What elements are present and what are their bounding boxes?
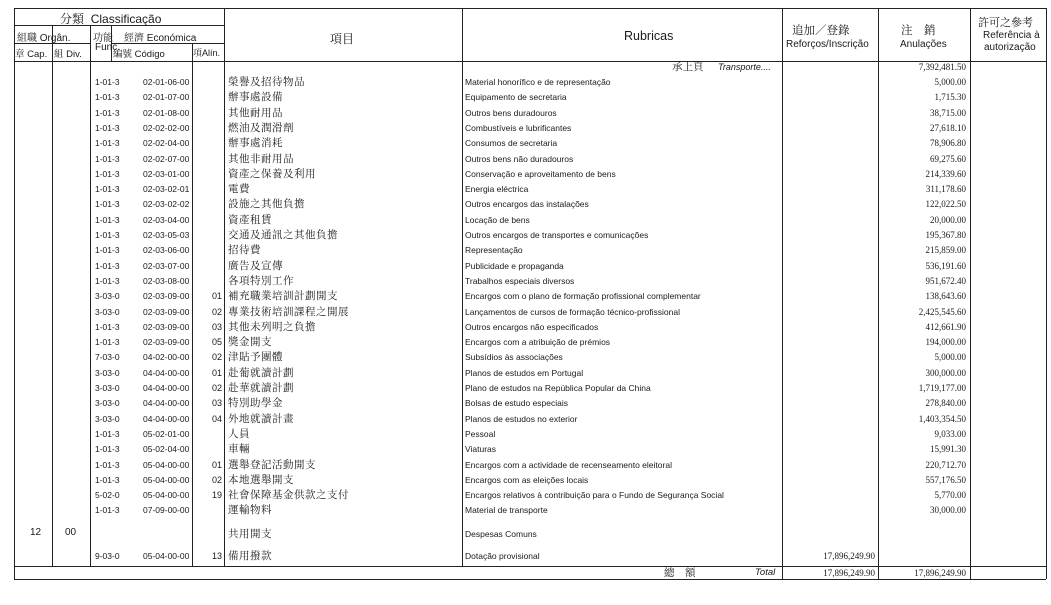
- row-item-zh: 招待費: [228, 244, 261, 256]
- div-header: [54, 46, 82, 60]
- row-func: 1-01-3: [95, 429, 120, 439]
- row-code: 07-09-00-00: [143, 505, 190, 515]
- row-rubrica-pt: Locação de bens: [465, 215, 530, 225]
- row-func: 7-03-0: [95, 352, 120, 362]
- row-func: 1-01-3: [95, 322, 120, 332]
- row-func: 1-01-3: [95, 475, 120, 485]
- row-rubrica-pt: Pessoal: [465, 429, 496, 439]
- row-anulacao: 69,275.60: [930, 154, 966, 164]
- row-rubrica-pt: Representação: [465, 245, 523, 255]
- row-anulacao: 278,840.00: [925, 398, 966, 408]
- provision-func: 9-03-0: [95, 551, 120, 561]
- anulacoes-pt-header: Anulações: [900, 39, 947, 50]
- codigo-header: [113, 46, 165, 60]
- row-rubrica-pt: Plano de estudos na República Popular da China: [465, 383, 651, 393]
- economica-zh: 經濟: [124, 33, 144, 44]
- row-code: 02-03-05-03: [143, 230, 190, 240]
- referencia-pt-header-2: autorização: [984, 42, 1036, 53]
- item-zh-header: 項目: [330, 32, 355, 46]
- row-alin: 03: [211, 322, 222, 332]
- row-code: 05-04-00-00: [143, 460, 190, 470]
- cap-zh: 章: [15, 49, 25, 60]
- row-rubrica-pt: Encargos com a atribuição de prémios: [465, 337, 611, 347]
- row-func: 1-01-3: [95, 444, 120, 454]
- row-func: 1-01-3: [95, 505, 120, 515]
- row-item-zh: 設施之其他負擔: [228, 198, 305, 210]
- row-rubrica-pt: Encargos relativos à contribuição para o Fundo de Segurança Social: [465, 490, 724, 500]
- codigo-zh: 編號: [113, 49, 133, 60]
- row-code: 02-03-09-00: [143, 291, 190, 301]
- row-rubrica-pt: Planos de estudos no exterior: [465, 414, 578, 424]
- provision-pt: Dotação provisional: [465, 551, 540, 561]
- row-item-zh: 電費: [228, 183, 250, 195]
- alin-pt: Alín.: [202, 48, 221, 58]
- row-rubrica-pt: Planos de estudos em Portugal: [465, 368, 584, 378]
- organ-pt: Orgân.: [39, 33, 71, 44]
- row-item-zh: 車輛: [228, 443, 250, 455]
- row-code: 05-02-01-00: [143, 429, 190, 439]
- row-code: 04-04-00-00: [143, 383, 190, 393]
- row-anulacao: 122,022.50: [925, 199, 966, 209]
- row-item-zh: 資產租賃: [228, 214, 272, 226]
- row-rubrica-pt: Material honorífico e de representação: [465, 77, 611, 87]
- row-code: 02-01-06-00: [143, 77, 190, 87]
- row-item-zh: 專業技術培訓課程之開展: [228, 306, 349, 318]
- row-func: 1-01-3: [95, 460, 120, 470]
- row-rubrica-pt: Encargos com a actividade de recenseamento eleitoral: [465, 460, 672, 470]
- row-item-zh: 運輸物料: [228, 504, 272, 516]
- row-code: 04-04-00-00: [143, 414, 190, 424]
- row-anulacao: 2,425,545.60: [918, 307, 966, 317]
- row-item-zh: 其他非耐用品: [228, 153, 294, 165]
- row-code: 02-03-04-00: [143, 215, 190, 225]
- row-anulacao: 557,176.50: [925, 475, 966, 485]
- anulacoes-zh-header: 注 銷: [901, 23, 936, 37]
- row-code: 02-03-02-01: [143, 184, 190, 194]
- row-rubrica-pt: Combustíveis e lubrificantes: [465, 123, 572, 133]
- row-func: 1-01-3: [95, 276, 120, 286]
- row-alin: 02: [211, 352, 222, 362]
- row-func: 1-01-3: [95, 169, 120, 179]
- classificacao-header: [60, 10, 161, 27]
- row-func: 1-01-3: [95, 77, 120, 87]
- row-anulacao: 30,000.00: [930, 505, 966, 515]
- row-anulacao: 412,661.90: [925, 322, 966, 332]
- row-rubrica-pt: Encargos com as eleições locais: [465, 475, 589, 485]
- row-anulacao: 5,770.00: [934, 490, 966, 500]
- row-rubrica-pt: Encargos com o plano de formação profissional complementar: [465, 291, 701, 301]
- row-rubrica-pt: Outros encargos de transportes e comunicações: [465, 230, 649, 240]
- economica-header: [124, 29, 196, 44]
- row-code: 02-03-01-00: [143, 169, 190, 179]
- row-rubrica-pt: Material de transporte: [465, 505, 548, 515]
- row-code: 05-04-00-00: [143, 490, 190, 500]
- div-pt: Div.: [66, 49, 82, 60]
- row-func: 1-01-3: [95, 108, 120, 118]
- row-alin: 02: [211, 383, 222, 393]
- transport-label-zh: 承上頁: [672, 61, 704, 73]
- cap-header: [15, 46, 47, 60]
- row-code: 02-02-02-00: [143, 123, 190, 133]
- row-code: 02-02-04-00: [143, 138, 190, 148]
- alin-zh: 項: [193, 49, 203, 59]
- row-anulacao: 15,991.30: [930, 444, 966, 454]
- row-func: 1-01-3: [95, 138, 120, 148]
- provision-code: 05-04-00-00: [143, 551, 190, 561]
- row-item-zh: 辦事處設備: [228, 91, 283, 103]
- row-item-zh: 人員: [228, 428, 250, 440]
- row-rubrica-pt: Conservação e aproveitamento de bens: [465, 169, 616, 179]
- section-zh: 共用開支: [228, 528, 272, 540]
- classificacao-pt: Classificação: [90, 12, 162, 26]
- row-item-zh: 外地就讀計畫: [228, 413, 294, 425]
- row-code: 02-03-06-00: [143, 245, 190, 255]
- row-code: 02-03-08-00: [143, 276, 190, 286]
- transport-label-pt: Transporte....: [718, 62, 771, 72]
- row-anulacao: 1,403,354.50: [918, 414, 966, 424]
- row-anulacao: 195,367.80: [925, 230, 966, 240]
- row-anulacao: 214,339.60: [925, 169, 966, 179]
- row-anulacao: 300,000.00: [925, 368, 966, 378]
- row-code: 02-03-09-00: [143, 307, 190, 317]
- total-label-zh: 總 額: [664, 567, 696, 579]
- row-anulacao: 5,000.00: [934, 352, 966, 362]
- row-rubrica-pt: Energia eléctrica: [465, 184, 529, 194]
- row-anulacao: 27,618.10: [930, 123, 966, 133]
- row-alin: 04: [211, 414, 222, 424]
- total-label-pt: Total: [755, 567, 776, 578]
- row-rubrica-pt: Outros bens não duradouros: [465, 154, 574, 164]
- organ-zh: 組職: [17, 33, 37, 44]
- row-item-zh: 辦事處消耗: [228, 137, 283, 149]
- row-rubrica-pt: Consumos de secretaria: [465, 138, 558, 148]
- row-code: 02-03-02-02: [143, 199, 190, 209]
- row-func: 3-03-0: [95, 383, 120, 393]
- row-item-zh: 社會保障基金供款之支付: [228, 489, 349, 501]
- row-func: 1-01-3: [95, 123, 120, 133]
- row-code: 05-04-00-00: [143, 475, 190, 485]
- organ-header: [17, 29, 70, 44]
- row-alin: 05: [211, 337, 222, 347]
- codigo-pt: Código: [134, 49, 165, 60]
- row-item-zh: 各項特別工作: [228, 275, 294, 287]
- row-func: 1-01-3: [95, 337, 120, 347]
- referencia-zh-header: 許可之參考: [978, 16, 1033, 29]
- func-pt: Func.: [95, 42, 121, 53]
- row-alin: 01: [211, 291, 222, 301]
- row-anulacao: 536,191.60: [925, 261, 966, 271]
- row-item-zh: 補充職業培訓計劃開支: [228, 290, 338, 302]
- row-func: 1-01-3: [95, 184, 120, 194]
- section-cap: 12: [30, 527, 42, 538]
- row-func: 3-03-0: [95, 368, 120, 378]
- row-code: 02-03-09-00: [143, 322, 190, 332]
- row-func: 3-03-0: [95, 307, 120, 317]
- row-rubrica-pt: Trabalhos especiais diversos: [465, 276, 575, 286]
- row-func: 3-03-0: [95, 414, 120, 424]
- section-div: 00: [65, 527, 77, 538]
- row-func: 3-03-0: [95, 398, 120, 408]
- row-code: 04-04-00-00: [143, 398, 190, 408]
- row-anulacao: 5,000.00: [934, 77, 966, 87]
- row-alin: 01: [211, 368, 222, 378]
- row-anulacao: 1,715.30: [934, 92, 966, 102]
- rubricas-header: Rubricas: [624, 29, 674, 43]
- row-alin: 02: [211, 307, 222, 317]
- row-code: 04-02-00-00: [143, 352, 190, 362]
- row-item-zh: 赴華就讀計劃: [228, 382, 294, 394]
- reforcos-pt-header: Reforços/Inscrição: [786, 39, 869, 50]
- row-code: 02-02-07-00: [143, 154, 190, 164]
- row-rubrica-pt: Viaturas: [465, 444, 497, 454]
- row-item-zh: 赴葡就讀計劃: [228, 367, 294, 379]
- row-func: 1-01-3: [95, 154, 120, 164]
- section-pt: Despesas Comuns: [465, 529, 537, 539]
- row-func: 1-01-3: [95, 92, 120, 102]
- row-anulacao: 311,178.60: [925, 184, 966, 194]
- row-rubrica-pt: Outros encargos não especificados: [465, 322, 599, 332]
- row-code: 02-03-07-00: [143, 261, 190, 271]
- total-anulacao: 17,896,249.90: [914, 568, 966, 578]
- row-item-zh: 特別助學金: [228, 397, 283, 409]
- row-code: 02-01-07-00: [143, 92, 190, 102]
- row-func: 5-02-0: [95, 490, 120, 500]
- row-item-zh: 獎金開支: [228, 336, 272, 348]
- row-alin: 02: [211, 475, 222, 485]
- row-rubrica-pt: Equipamento de secretaria: [465, 92, 567, 102]
- row-code: 02-03-09-00: [143, 337, 190, 347]
- total-reforco: 17,896,249.90: [823, 568, 875, 578]
- row-func: 1-01-3: [95, 245, 120, 255]
- row-item-zh: 其他耐用品: [228, 107, 283, 119]
- row-code: 05-02-04-00: [143, 444, 190, 454]
- row-alin: 19: [211, 490, 222, 500]
- row-anulacao: 194,000.00: [925, 337, 966, 347]
- row-item-zh: 資產之保養及利用: [228, 168, 316, 180]
- row-anulacao: 138,643.60: [925, 291, 966, 301]
- row-rubrica-pt: Outros encargos das instalações: [465, 199, 589, 209]
- row-func: 1-01-3: [95, 199, 120, 209]
- row-code: 02-01-08-00: [143, 108, 190, 118]
- row-item-zh: 廣告及宣傳: [228, 260, 283, 272]
- row-anulacao: 38,715.00: [930, 108, 966, 118]
- row-anulacao: 220,712.70: [925, 460, 966, 470]
- referencia-pt-header-1: Referência à: [983, 30, 1040, 41]
- row-func: 1-01-3: [95, 261, 120, 271]
- economica-pt: Económica: [146, 33, 197, 44]
- row-alin: 03: [211, 398, 222, 408]
- row-rubrica-pt: Lançamentos de cursos de formação técnico-profissional: [465, 307, 680, 317]
- provision-zh: 備用撥款: [228, 550, 272, 562]
- provision-alin: 13: [211, 551, 222, 561]
- row-anulacao: 215,859.00: [925, 245, 966, 255]
- div-zh: 組: [54, 49, 64, 60]
- row-item-zh: 榮譽及招待物品: [228, 76, 305, 88]
- provision-reforco: 17,896,249.90: [823, 551, 875, 561]
- row-anulacao: 951,672.40: [925, 276, 966, 286]
- row-item-zh: 本地選舉開支: [228, 474, 294, 486]
- row-item-zh: 選舉登記活動開支: [228, 459, 316, 471]
- transport-anulacao: 7,392,481.50: [918, 62, 966, 72]
- classificacao-zh: 分類: [60, 12, 85, 26]
- cap-pt: Cap.: [27, 49, 48, 60]
- row-anulacao: 78,906.80: [930, 138, 966, 148]
- row-func: 3-03-0: [95, 291, 120, 301]
- func-zh: 功能: [93, 33, 113, 44]
- row-item-zh: 其他未列明之負擔: [228, 321, 316, 333]
- row-alin: 01: [211, 460, 222, 470]
- row-anulacao: 9,033.00: [934, 429, 966, 439]
- row-rubrica-pt: Subsídios às associações: [465, 352, 563, 362]
- alin-header: [193, 46, 220, 59]
- row-anulacao: 20,000.00: [930, 215, 966, 225]
- row-item-zh: 津貼予團體: [228, 351, 283, 363]
- row-func: 1-01-3: [95, 230, 120, 240]
- row-rubrica-pt: Publicidade e propaganda: [465, 261, 564, 271]
- row-rubrica-pt: Bolsas de estudo especiais: [465, 398, 569, 408]
- row-item-zh: 交通及通訊之其他負擔: [228, 229, 338, 241]
- row-anulacao: 1,719,177.00: [918, 383, 966, 393]
- row-item-zh: 燃油及潤滑劑: [228, 122, 294, 134]
- reforcos-zh-header: 追加／登錄: [792, 23, 850, 37]
- row-code: 04-04-00-00: [143, 368, 190, 378]
- row-func: 1-01-3: [95, 215, 120, 225]
- row-rubrica-pt: Outros bens duradouros: [465, 108, 557, 118]
